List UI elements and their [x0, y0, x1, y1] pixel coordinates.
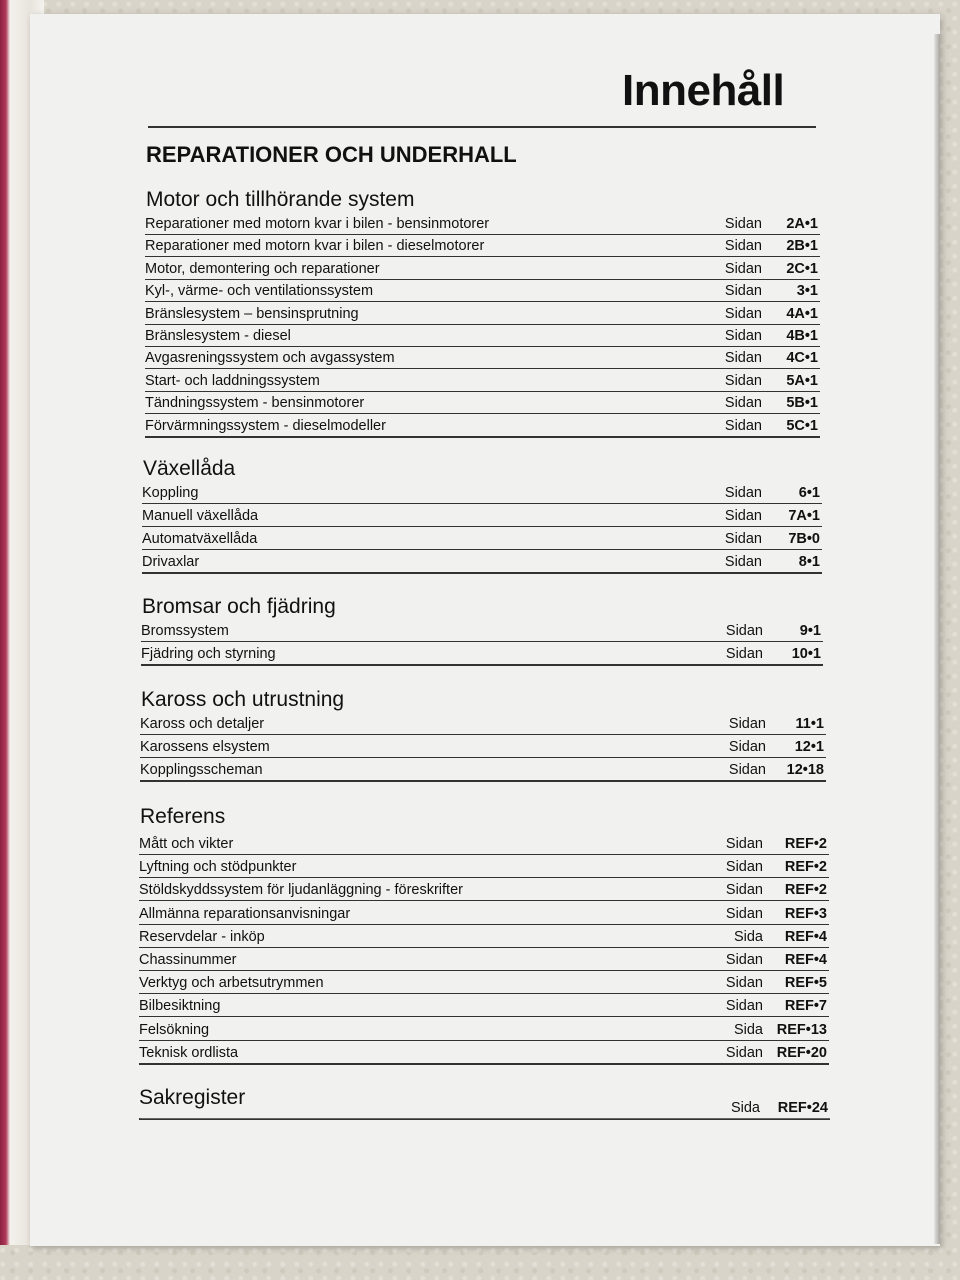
- toc-page-number: REF•7: [784, 998, 827, 1015]
- page-title: Innehåll: [622, 66, 785, 115]
- main-heading: REPARATIONER OCH UNDERHALL: [146, 142, 517, 167]
- section-title: Kaross och utrustning: [141, 688, 345, 711]
- toc-entry-label: Mått och vikter: [139, 836, 234, 852]
- toc-entry-label: Drivaxlar: [142, 554, 200, 570]
- toc-row: [139, 832, 829, 855]
- toc-entry-label: Bränslesystem – bensinsprutning: [145, 305, 359, 322]
- toc-page-prefix: Sidan: [724, 531, 762, 547]
- toc-row: [142, 504, 822, 527]
- toc-page-number: 2C•1: [786, 260, 818, 277]
- toc-entry-label: Teknisk ordlista: [139, 1044, 239, 1061]
- toc-entry-label: Lyftning och stödpunkter: [139, 859, 297, 876]
- toc-row: [140, 735, 826, 758]
- toc-page-prefix: Sidan: [725, 836, 763, 852]
- title-divider: [148, 126, 816, 128]
- toc-row: [145, 212, 820, 235]
- toc-page-prefix: Sidan: [725, 623, 763, 639]
- toc-row: [142, 550, 822, 574]
- toc-page-prefix: Sidan: [728, 739, 766, 755]
- toc-page-number: 12•1: [794, 739, 824, 755]
- section-title: Sakregister: [139, 1086, 246, 1109]
- toc-entry-label: Fjädring och styrning: [141, 646, 276, 662]
- toc-entry-label: Automatväxellåda: [142, 531, 258, 547]
- toc-entry-label: Reparationer med motorn kvar i bilen - dieselmotorer: [145, 238, 485, 255]
- toc-page-number: REF•4: [784, 928, 827, 945]
- toc-page-number: REF•2: [784, 836, 827, 852]
- toc-page-prefix: Sidan: [724, 238, 762, 255]
- toc-page-prefix: Sidan: [725, 998, 763, 1015]
- toc-page-number: 3•1: [796, 283, 818, 300]
- toc-entry-label: Verktyg och arbetsutrymmen: [139, 975, 324, 992]
- toc-page-prefix: Sidan: [728, 716, 766, 732]
- toc-page-prefix: Sidan: [724, 372, 762, 389]
- toc-row: [141, 619, 823, 642]
- toc-page-number: 8•1: [798, 554, 820, 570]
- toc-row: [140, 758, 826, 782]
- toc-page-prefix: Sidan: [724, 283, 762, 300]
- toc-row: [145, 414, 820, 438]
- toc-page-prefix: Sidan: [725, 882, 763, 899]
- toc-entry-label: Kyl-, värme- och ventilationssystem: [145, 283, 374, 300]
- toc-row: [145, 302, 820, 325]
- toc-entry-label: Kopplingsscheman: [140, 762, 263, 778]
- toc-entry-label: Manuell växellåda: [142, 508, 259, 524]
- toc-page-prefix: Sidan: [724, 508, 762, 524]
- toc-page-prefix: Sida: [733, 928, 763, 945]
- toc-page-number: REF•5: [784, 975, 827, 992]
- toc-page-number: REF•3: [784, 905, 827, 922]
- toc-row: [145, 234, 820, 257]
- toc-row: [139, 1018, 829, 1041]
- toc-page-prefix: Sidan: [724, 417, 762, 434]
- toc-page-prefix: Sidan: [725, 952, 763, 968]
- closing-divider: [140, 1118, 830, 1119]
- toc-entry-label: Start- och laddningssystem: [145, 372, 320, 389]
- toc-row: [142, 527, 822, 550]
- toc-page-number: 10•1: [791, 646, 821, 662]
- toc-page-number: 12•18: [786, 762, 824, 778]
- toc-page-prefix: Sida: [730, 1100, 760, 1116]
- toc-row: [142, 481, 822, 504]
- toc-row: [145, 279, 820, 302]
- section-title: Växellåda: [143, 457, 236, 480]
- toc-page-prefix: Sidan: [724, 485, 762, 501]
- toc-page-number: REF•4: [784, 952, 827, 968]
- page-edge: [934, 34, 940, 1244]
- toc-entry-label: Koppling: [142, 485, 199, 501]
- toc-page-number: 4C•1: [786, 350, 818, 367]
- toc-page-prefix: Sidan: [728, 762, 766, 778]
- toc-entry-label: Felsökning: [139, 1021, 210, 1038]
- toc-page-prefix: Sidan: [725, 859, 763, 876]
- toc-page-number: 11•1: [795, 716, 824, 732]
- toc-row: [141, 642, 823, 666]
- toc-entry-label: Reparationer med motorn kvar i bilen - bensinmotorer: [145, 216, 490, 232]
- toc-page-prefix: Sidan: [724, 260, 762, 277]
- toc-row: [139, 925, 829, 948]
- toc-page-prefix: Sidan: [724, 554, 762, 570]
- toc-page-number: 2B•1: [786, 238, 818, 255]
- toc-row: [139, 855, 829, 878]
- toc-row: [139, 971, 829, 994]
- toc-entry-label: Motor, demontering och reparationer: [145, 260, 380, 277]
- toc-page-number: 7A•1: [788, 508, 820, 524]
- toc-page-number: 4A•1: [786, 305, 818, 322]
- toc-entry-label: Karossens elsystem: [140, 739, 270, 755]
- toc-entry-label: Stöldskyddssystem för ljudanläggning - föreskrifter: [139, 882, 463, 899]
- section-title: Bromsar och fjädring: [142, 595, 336, 618]
- toc-row: [139, 878, 829, 901]
- toc-page-number: 5A•1: [786, 372, 818, 389]
- toc-page-number: 5B•1: [786, 395, 818, 412]
- toc-page-prefix: Sidan: [725, 905, 763, 922]
- toc-row: [139, 994, 829, 1017]
- toc-entry-label: Bilbesiktning: [139, 998, 221, 1015]
- toc-page-number: REF•20: [776, 1044, 827, 1061]
- toc-row: [140, 712, 826, 735]
- toc-row: [145, 324, 820, 347]
- section-title: Referens: [140, 805, 226, 828]
- toc-entry-label: Tändningssystem - bensinmotorer: [145, 395, 365, 412]
- toc-row: [139, 1096, 830, 1120]
- toc-row: [145, 391, 820, 414]
- toc-page-number: 2A•1: [786, 216, 818, 232]
- toc-page-prefix: Sidan: [724, 305, 762, 322]
- toc-page-number: 9•1: [799, 623, 821, 639]
- section-title: Motor och tillhörande system: [146, 188, 415, 211]
- toc-page-number: REF•2: [784, 882, 827, 899]
- toc-row: [139, 948, 829, 971]
- toc-row: [145, 257, 820, 280]
- toc-entry-label: Allmänna reparationsanvisningar: [139, 905, 351, 922]
- toc-page-number: 4B•1: [786, 328, 818, 344]
- toc-entry-label: Bränslesystem - diesel: [145, 328, 291, 344]
- toc-page-prefix: Sidan: [725, 1044, 763, 1061]
- toc-page-prefix: Sidan: [725, 975, 763, 992]
- toc-page-prefix: Sidan: [724, 328, 762, 344]
- toc-entry-label: Avgasreningssystem och avgassystem: [145, 350, 395, 367]
- toc-page-number: 5C•1: [786, 417, 818, 434]
- toc-page-number: REF•13: [776, 1021, 827, 1038]
- toc-page-prefix: Sidan: [725, 646, 763, 662]
- toc-row: [145, 346, 820, 369]
- toc-page-number: 7B•0: [788, 531, 820, 547]
- toc-entry-label: Reservdelar - inköp: [139, 928, 265, 945]
- toc-row: [139, 902, 829, 925]
- toc-row: [139, 1041, 829, 1065]
- toc-page-prefix: Sida: [733, 1021, 763, 1038]
- toc-page-number: REF•24: [777, 1100, 828, 1116]
- toc-page-prefix: Sidan: [724, 395, 762, 412]
- toc-page-number: 6•1: [798, 485, 820, 501]
- toc-page-number: REF•2: [784, 859, 827, 876]
- toc-row: [145, 369, 820, 392]
- toc-entry-label: Chassinummer: [139, 952, 237, 968]
- toc-entry-label: Förvärmningssystem - dieselmodeller: [145, 417, 386, 434]
- toc-entry-label: Bromssystem: [141, 623, 229, 639]
- toc-page-prefix: Sidan: [724, 216, 762, 232]
- toc-entry-label: Kaross och detaljer: [140, 716, 265, 732]
- toc-page-prefix: Sidan: [724, 350, 762, 367]
